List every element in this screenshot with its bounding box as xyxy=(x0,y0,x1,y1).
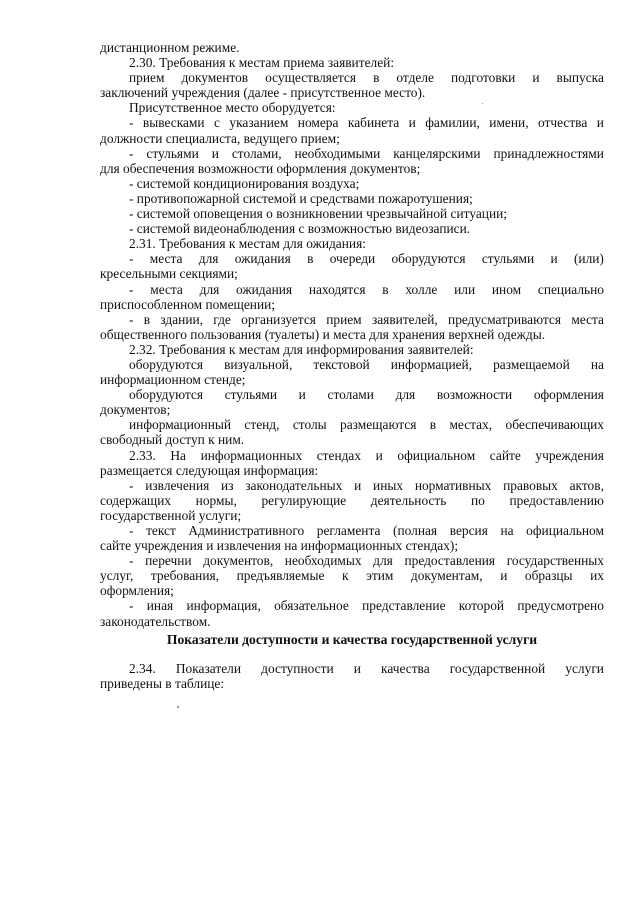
text-line: - вывесками с указанием номера кабинета и фамилии, имени, отчества и xyxy=(129,115,604,131)
scan-speck xyxy=(177,706,179,708)
text-line: содержащих нормы, регулирующие деятельность по предоставлению xyxy=(100,492,604,508)
text-line: 2.33. На информационных стендах и официальном сайте учреждения xyxy=(129,447,604,463)
text-line: - противопожарной системой и средствами пожаротушения; xyxy=(129,190,473,206)
text-line: размещается следующая информация: xyxy=(100,462,319,478)
text-line: дистанционном режиме. xyxy=(100,40,240,55)
text-line: общественного пользования (туалеты) и места для хранения верхней одежды. xyxy=(100,326,546,342)
text-line: информационном стенде; xyxy=(100,372,246,388)
text-line: оформления; xyxy=(100,583,174,599)
text-line: оборудуются стульями и столами для возможности оформления xyxy=(129,387,604,403)
closing-paragraph xyxy=(100,661,604,691)
text-line: прием документов осуществляется в отделе подготовки и выпуска xyxy=(129,70,604,86)
text-line: оборудуются визуальной, текстовой информацией, размещаемой на xyxy=(129,356,604,372)
text-line: - текст Административного регламента (полная версия на официальном xyxy=(129,523,604,538)
text-line: для обеспечения возможности оформления документов; xyxy=(100,160,421,176)
text-line: - извлечения из законодательных и иных нормативных правовых актов, xyxy=(129,477,604,493)
text-line: 2.34. Показатели доступности и качества государственной услуги xyxy=(129,661,604,676)
text-line: - стульями и столами, необходимыми канцелярскими принадлежностями xyxy=(129,145,604,161)
text-line: - перечни документов, необходимых для предоставления государственных xyxy=(129,553,604,569)
text-line: 2.31. Требования к местам для ожидания: xyxy=(129,236,366,252)
text-line: 2.30. Требования к местам приема заявителей: xyxy=(129,55,395,71)
text-line: государственной услуги; xyxy=(100,507,242,523)
text-line: законодательством. xyxy=(100,613,211,629)
section-heading: Показатели доступности и качества государственной услуги xyxy=(166,632,538,647)
text-line: - места для ожидания находятся в холле или ином специально xyxy=(129,281,604,297)
text-line: - системой оповещения о возникновении чрезвычайной ситуации; xyxy=(129,206,507,222)
text-line: кресельными секциями; xyxy=(100,266,238,282)
text-line: сайте учреждения и извлечения на информационных стендах); xyxy=(100,538,459,554)
text-line: приведены в таблице: xyxy=(100,676,225,692)
text-line: - в здании, где организуется прием заявителей, предусматриваются места xyxy=(129,311,604,327)
text-line: должности специалиста, ведущего прием; xyxy=(100,130,340,146)
scan-speck xyxy=(482,103,483,104)
text-line: свободный доступ к ним. xyxy=(100,432,245,448)
text-line: 2.32. Требования к местам для информирования заявителей: xyxy=(129,341,474,357)
text-line: заключений учреждения (далее - присутственное место). xyxy=(100,85,426,101)
text-line: приспособленном помещении; xyxy=(100,296,275,312)
text-line: - иная информация, обязательное представление которой предусмотрено xyxy=(129,598,604,614)
text-line: информационный стенд, столы размещаются в местах, обеспечивающих xyxy=(129,417,604,433)
text-line: документов; xyxy=(100,402,171,418)
text-line: Присутственное место оборудуется: xyxy=(129,100,336,116)
body-text xyxy=(100,40,604,629)
text-line: услуг, требования, предъявляемые к этим документам, и образцы их xyxy=(100,568,604,584)
text-line: - системой видеонаблюдения с возможностью видеозаписи. xyxy=(129,221,471,237)
text-line: - системой кондиционирования воздуха; xyxy=(129,175,360,191)
text-line: - места для ожидания в очереди оборудуются стульями и (или) xyxy=(129,251,604,267)
